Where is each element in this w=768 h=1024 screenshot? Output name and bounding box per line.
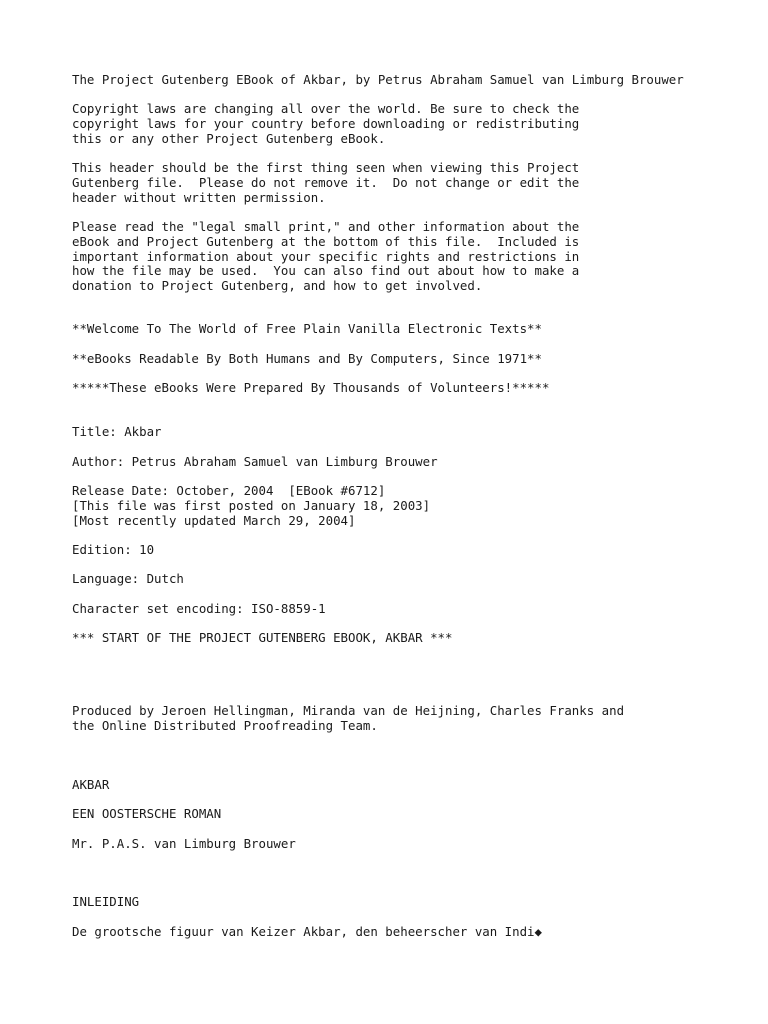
last-updated-line: [Most recently updated March 29, 2004] <box>72 513 356 528</box>
first-posted-line: [This file was first posted on January 18, 2003] <box>72 498 431 513</box>
copyright-notice-line-2: copyright laws for your country before downloading or redistributing <box>72 116 580 131</box>
release-date-line: Release Date: October, 2004 [EBook #6712] <box>72 483 386 498</box>
charset-line: Character set encoding: ISO-8859-1 <box>72 601 326 616</box>
section-heading: INLEIDING <box>72 894 140 909</box>
start-marker: *** START OF THE PROJECT GUTENBERG EBOOK, AKBAR *** <box>72 630 453 645</box>
title-line: Title: Akbar <box>72 424 162 439</box>
legal-notice-line-1: Please read the "legal small print," and other information about the <box>72 219 580 234</box>
header-notice-line-2: Gutenberg file. Please do not remove it. Do not change or edit the <box>72 175 580 190</box>
produced-by-line-2: the Online Distributed Proofreading Team. <box>72 718 378 733</box>
readable-line: **eBooks Readable By Both Humans and By Computers, Since 1971** <box>72 351 542 366</box>
book-author: Mr. P.A.S. van Limburg Brouwer <box>72 836 296 851</box>
legal-notice-line-4: how the file may be used. You can also find out about how to make a <box>72 263 580 278</box>
produced-by-line-1: Produced by Jeroen Hellingman, Miranda van de Heijning, Charles Franks and <box>72 703 625 718</box>
welcome-line: **Welcome To The World of Free Plain Vanilla Electronic Texts** <box>72 321 542 336</box>
copyright-notice-line-1: Copyright laws are changing all over the world. Be sure to check the <box>72 101 580 116</box>
author-line: Author: Petrus Abraham Samuel van Limburg Brouwer <box>72 454 438 469</box>
edition-line: Edition: 10 <box>72 542 155 557</box>
legal-notice-line-3: important information about your specific rights and restrictions in <box>72 249 580 264</box>
header-notice-line-3: header without written permission. <box>72 190 326 205</box>
book-title: AKBAR <box>72 777 110 792</box>
first-paragraph-line: De grootsche figuur van Keizer Akbar, den beheerscher van Indi◆ <box>72 924 542 939</box>
language-line: Language: Dutch <box>72 571 184 586</box>
header-line: The Project Gutenberg EBook of Akbar, by Petrus Abraham Samuel van Limburg Brouwer <box>72 72 684 87</box>
copyright-notice-line-3: this or any other Project Gutenberg eBook. <box>72 131 386 146</box>
legal-notice-line-5: donation to Project Gutenberg, and how to get involved. <box>72 278 483 293</box>
book-subtitle: EEN OOSTERSCHE ROMAN <box>72 806 222 821</box>
header-notice-line-1: This header should be the first thing seen when viewing this Project <box>72 160 580 175</box>
volunteers-line: *****These eBooks Were Prepared By Thousands of Volunteers!***** <box>72 380 550 395</box>
legal-notice-line-2: eBook and Project Gutenberg at the bottom of this file. Included is <box>72 234 580 249</box>
